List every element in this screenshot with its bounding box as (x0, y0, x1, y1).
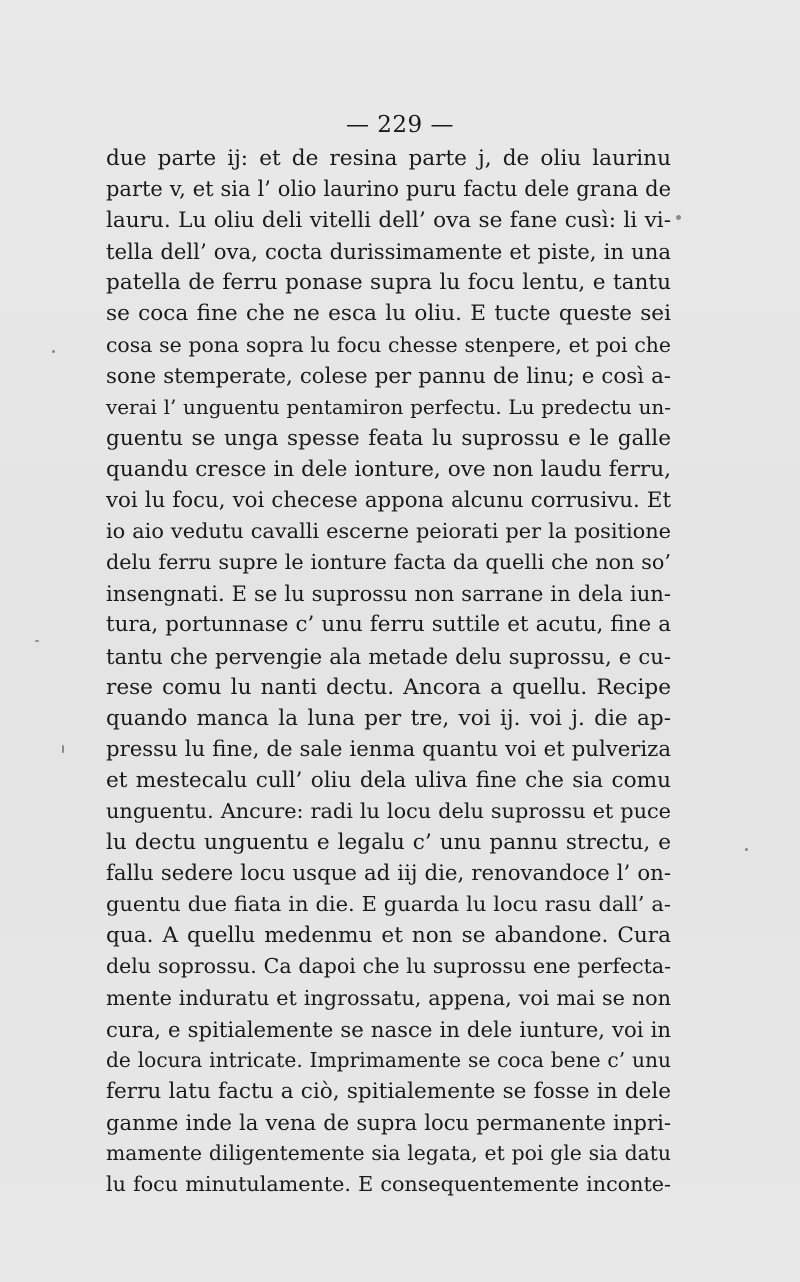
text-line: quando manca la luna per tre, voi ij. voi j. die ap- (106, 705, 671, 731)
text-line: lu focu minutulamente. E consequentemente inconte- (106, 1172, 671, 1197)
text-line: lauru. Lu oliu deli vitelli dell’ ova se fane cusì: li vi- (106, 208, 671, 234)
text-line: rese comu lu nanti dectu. Ancora a quellu. Recipe (106, 674, 671, 700)
text-line: sone stemperate, colese per pannu de linu; e così a- (106, 363, 671, 389)
text-line: guentu se unga spesse feata lu suprossu e le galle (106, 425, 671, 451)
page-number: — 229 — (345, 112, 455, 138)
paper-speck (745, 848, 748, 851)
text-line: insengnati. E se lu suprossu non sarrane in dela iun- (106, 581, 671, 607)
text-line: voi lu focu, voi checese appona alcunu corrusivu. Et (106, 488, 671, 514)
text-line: cosa se pona sopra lu focu chesse stenpere, et poi che (106, 332, 671, 357)
text-line: et mestecalu cull’ oliu dela uliva fine che sia comu (106, 767, 671, 793)
text-line: pressu lu fine, de sale ienma quantu voi et pulveriza (106, 736, 671, 762)
text-line: delu ferru supre le ionture facta da quelli che non so’ (106, 550, 671, 575)
text-line: ganme inde la vena de supra locu permanente inpri- (106, 1109, 671, 1135)
text-line: tella dell’ ova, cocta durissimamente et piste, in una (106, 239, 671, 265)
text-line: qua. A quellu medenmu et non se abandone. Cura (106, 923, 671, 949)
paper-speck (35, 640, 39, 642)
text-line: se coca fine che ne esca lu oliu. E tucte queste sei (106, 301, 671, 327)
text-line: parte v, et sia l’ olio laurino puru factu dele grana de (106, 177, 671, 202)
text-line: verai l’ unguentu pentamiron perfectu. Lu predectu un- (106, 395, 671, 419)
text-line: io aio vedutu cavalli escerne peiorati per la positione (106, 519, 671, 544)
text-line: quandu cresce in dele ionture, ove non laudu ferru, (106, 456, 671, 482)
text-line: unguentu. Ancure: radi lu locu delu suprossu et puce (106, 798, 671, 823)
text-line: fallu sedere locu usque ad iij die, renovandoce l’ on- (106, 861, 671, 887)
text-line: patella de ferru ponase supra lu focu lentu, e tantu (106, 270, 671, 296)
paper-speck (676, 215, 681, 220)
paper-speck (62, 745, 64, 753)
text-line: ferru latu factu a ciò, spitialemente se fosse in dele (106, 1078, 671, 1104)
text-line: cura, e spitialemente se nasce in dele iunture, voi in (106, 1016, 671, 1042)
text-line: tantu che pervengie ala metade delu suprossu, e cu- (106, 643, 671, 669)
text-line: mamente diligentemente sia legata, et poi gle sia datu (106, 1141, 671, 1165)
text-line: tura, portunnase c’ unu ferru suttile et acutu, fine a (106, 612, 671, 638)
body-text (106, 143, 671, 1200)
text-line: due parte ij: et de resina parte j, de oliu laurinu (106, 146, 671, 171)
text-line: delu soprossu. Ca dapoi che lu suprossu ene perfecta- (106, 954, 671, 979)
text-line: mente induratu et ingrossatu, appena, voi mai se non (106, 985, 671, 1010)
text-line: lu dectu unguentu e legalu c’ unu pannu strectu, e (106, 830, 671, 856)
text-line: guentu due fiata in die. E guarda lu locu rasu dall’ a- (106, 892, 671, 917)
paper-speck (52, 350, 55, 353)
text-line: de locura intricate. Imprimamente se coca bene c’ unu (106, 1047, 671, 1072)
